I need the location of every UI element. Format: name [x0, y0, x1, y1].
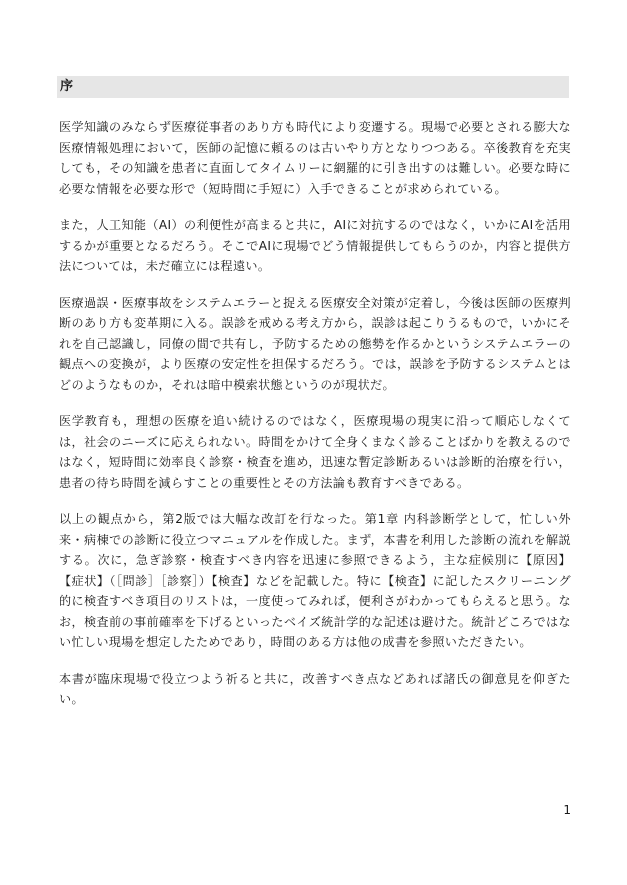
paragraph: 本書が臨床現場で役立つよう祈ると共に，改善すべき点などあれば諸氏の御意見を仰ぎたい。 — [59, 671, 571, 706]
document-body — [59, 117, 571, 726]
paragraph: 医学教育も，理想の医療を追い続けるのではなく，医療現場の現実に沿って順応しなくては，社会のニーズに応えられない。時間をかけて全身くまなく診ることばかりを教えるのではなく，短時間に効率良く診察・検査を進め，迅速な暫定診断あるいは診断的治療を行い，患者の待ち時間を減らすことの重要性とその方法論も教育すべきである。 — [59, 414, 571, 490]
paragraph: また，人工知能（AI）の利便性が高まると共に，AIに対抗するのではなく，いかにAIを活用するかが重要となるだろう。そこでAIに現場でどう情報提供してもらうのか，内容と提供方法については，未だ確立には程遠い。 — [59, 218, 571, 273]
page-number: 1 — [563, 803, 571, 817]
section-heading: 序 — [60, 79, 74, 94]
section-heading-bar — [57, 76, 569, 98]
paragraph: 医療過誤・医療事故をシステムエラーと捉える医療安全対策が定着し，今後は医師の医療判断のあり方も変革期に入る。誤診を戒める考え方から，誤診は起こりうるもので，いかにそれを自己認識し，同僚の間で共有し，予防するための態勢を作るかというシステムエラーの観点への変換が，より医療の安定性を担保するだろう。では，誤診を予防するシステムとはどのようなものか，それは暗中模索状態というのが現状だ。 — [59, 295, 571, 392]
paragraph: 以上の観点から，第2版では大幅な改訂を行なった。第1章 内科診断学として，忙しい外来・病棟での診断に役立つマニュアルを作成した。まず，本書を利用した診断の流れを解説する。次に，急ぎ診察・検査すべき内容を迅速に参照できるよう，主な症候別に【原因】【症状】（［問診］［診察］）【検査】などを記載した。特に【検査】に記したスクリーニング的に検査すべき項目のリストは，一度使ってみれば，便利さがわかってもらえると思う。なお，検査前の事前確率を下げるといったベイズ統計学的な記述は避けた。統計どころではない忙しい現場を想定したためであり，時間のある方は他の成書を参照いただきたい。 — [59, 512, 571, 649]
paragraph: 医学知識のみならず医療従事者のあり方も時代により変遷する。現場で必要とされる膨大な医療情報処理において，医師の記憶に頼るのは古いやり方となりつつある。卒後教育を充実しても，その知識を患者に直面してタイムリーに網羅的に引き出すのは難しい。必要な時に必要な情報を必要な形で（短時間に手短に）入手できることが求められている。 — [59, 120, 571, 196]
